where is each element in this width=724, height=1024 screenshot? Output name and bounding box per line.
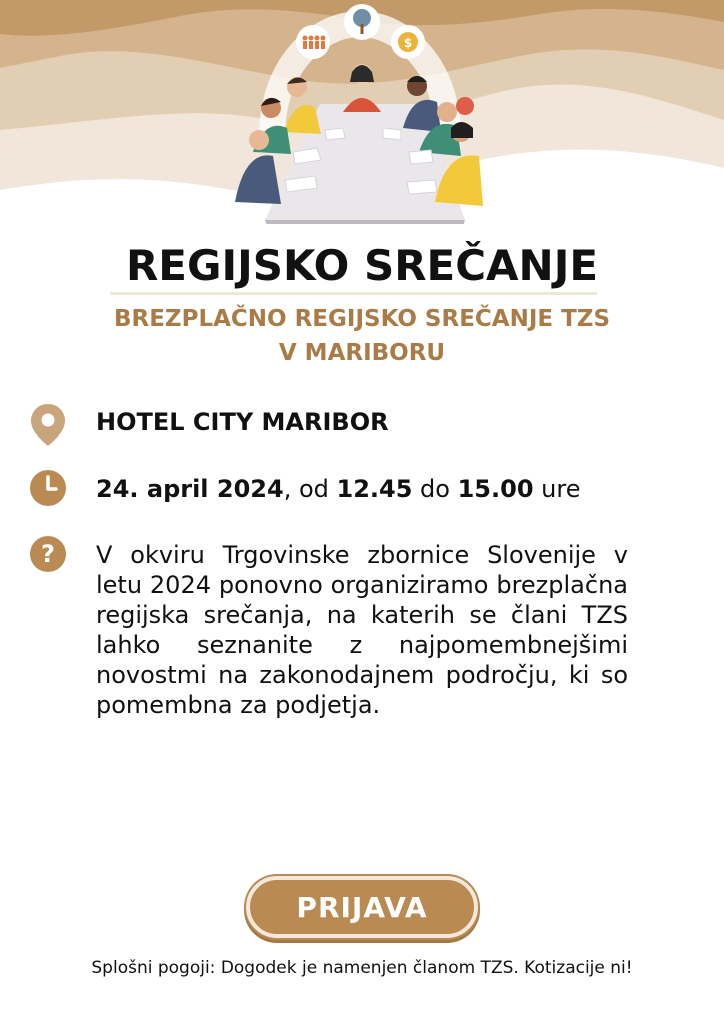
subtitle <box>0 302 724 370</box>
subtitle-line-2: V MARIBORU <box>278 340 446 366</box>
tree-icon <box>344 4 380 40</box>
subtitle-line-1: BREZPLAČNO REGIJSKO SREČANJE TZS <box>113 306 611 332</box>
coin-icon <box>391 25 425 59</box>
terms-footer: Splošni pogoji: Dogodek je namenjen članom TZS. Kotizacije ni! <box>91 958 633 978</box>
question-icon <box>28 534 68 574</box>
people-icon <box>296 25 330 59</box>
date-time-line <box>96 475 580 503</box>
svg-text:$: $ <box>403 36 413 50</box>
event-description: V okviru Trgovinske zbornice Slovenije v letu 2024 ponovno organiziramo brezplačna regijska srečanja, na katerih se člani TZS lahko seznanite z najpomembnejšimi novostmi na zakonodajnem področju, ki so pomembna za podjetja. <box>96 541 628 719</box>
time-suffix: ure <box>533 475 581 503</box>
register-button[interactable]: PRIJAVA <box>246 876 478 938</box>
time-to: 15.00 <box>457 475 534 503</box>
time-separator-1: , od <box>283 475 337 503</box>
time-from: 12.45 <box>336 475 413 503</box>
meeting-illustration <box>225 2 495 224</box>
svg-text:?: ? <box>41 540 55 568</box>
clock-icon <box>28 468 68 508</box>
event-date: 24. april 2024 <box>96 475 284 503</box>
title-underline <box>110 292 597 295</box>
time-separator-2: do <box>412 475 458 503</box>
page-title: REGIJSKO SREČANJE <box>125 241 599 290</box>
location-pin-icon <box>28 402 68 448</box>
location-text: HOTEL CITY MARIBOR <box>96 408 389 436</box>
